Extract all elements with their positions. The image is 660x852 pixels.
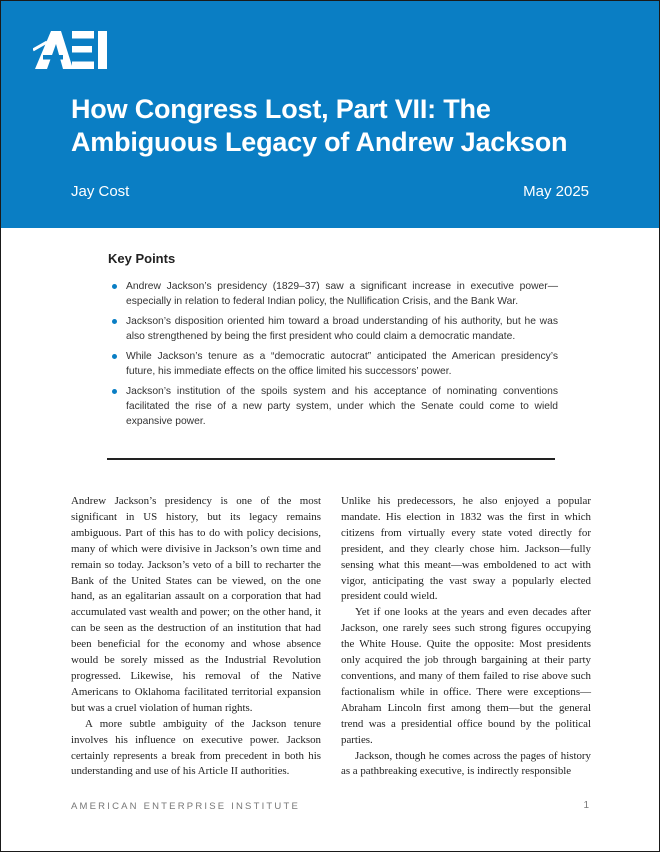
body-column-right — [341, 494, 591, 780]
key-point-text: Jackson’s institution of the spoils system and his acceptance of nominating conventions facilitated the rise of a new party system, under which the Senate could come to wield expansive power. — [126, 386, 558, 427]
body-paragraph: Unlike his predecessors, he also enjoyed a popular mandate. His election in 1832 was the first in which citizens from virtually every state voted directly for president, and they clearly chose him. Jackson—fully sensing what this meant—was emboldened to act with vigor, anticipating the vast sway a popularly elected president could wield. — [341, 495, 591, 603]
author-name: Jay Cost — [71, 183, 130, 200]
key-point-text: While Jackson’s tenure as a “democratic autocrat” anticipated the American presidency’s future, his immediate effects on the office limited his successors’ power. — [126, 351, 558, 377]
aei-logo — [33, 28, 113, 70]
key-point-item — [108, 384, 558, 429]
key-points-list — [108, 279, 558, 434]
key-point-item — [108, 279, 558, 309]
body-column-left — [71, 494, 321, 780]
key-point-item — [108, 349, 558, 379]
report-header — [1, 1, 659, 228]
body-paragraph: A more subtle ambiguity of the Jackson tenure involves his influence on executive power. Jackson certainly represents a break from precedent in both his understanding and use of his Article II authorities. — [71, 717, 321, 778]
footer-organization: AMERICAN ENTERPRISE INSTITUTE — [71, 801, 301, 812]
body-paragraph: Jackson, though he comes across the pages of history as a pathbreaking executive, is indirectly responsible — [341, 749, 591, 778]
bullet-dot-icon — [112, 284, 117, 289]
bullet-dot-icon — [112, 319, 117, 324]
bullet-dot-icon — [112, 389, 117, 394]
body-paragraph: Andrew Jackson’s presidency is one of the most significant in US history, but its legacy remains ambiguous. Part of this has to do with policy decisions, many of which were divisive in Jackson’s own time and remain so today. Jackson’s veto of a bill to recharter the Bank of the United States can be viewed, on the one hand, as an egalitarian assault on a corporation that had accumulated vast wealth and power; on the other hand, it can be seen as the destruction of an institution that had been beneficial for the economy and whose absence would be sorely missed as the Industrial Revolution progressed. Likewise, his removal of the Native Americans to Oklahoma facilitated territorial expansion but was a cruel violation of human rights. — [71, 495, 321, 714]
key-point-text: Jackson’s disposition oriented him toward a broad understanding of his authority, but he was also strengthened by being the first president who could claim a democratic mandate. — [126, 316, 558, 342]
body-paragraph: Yet if one looks at the years and even decades after Jackson, one rarely sees such strong figures occupying the White House. Quite the opposite: Most presidents only acquired the job through bargaining at their party conventions, and many of them failed to rise above such factionalism while in office. There were exceptions—Abraham Lincoln first among them—but the general trend was a presidential office bound by the political parties. — [341, 606, 591, 746]
page-number: 1 — [583, 800, 589, 811]
key-point-text: Andrew Jackson’s presidency (1829–37) saw a significant increase in executive power—especially in relation to federal Indian policy, the Nullification Crisis, and the Bank War. — [126, 281, 558, 307]
key-points-heading: Key Points — [108, 251, 176, 266]
report-title: How Congress Lost, Part VII: The Ambiguous Legacy of Andrew Jackson — [71, 94, 568, 157]
section-divider — [107, 458, 555, 460]
key-point-item — [108, 314, 558, 344]
bullet-dot-icon — [112, 354, 117, 359]
publication-date: May 2025 — [523, 183, 589, 200]
